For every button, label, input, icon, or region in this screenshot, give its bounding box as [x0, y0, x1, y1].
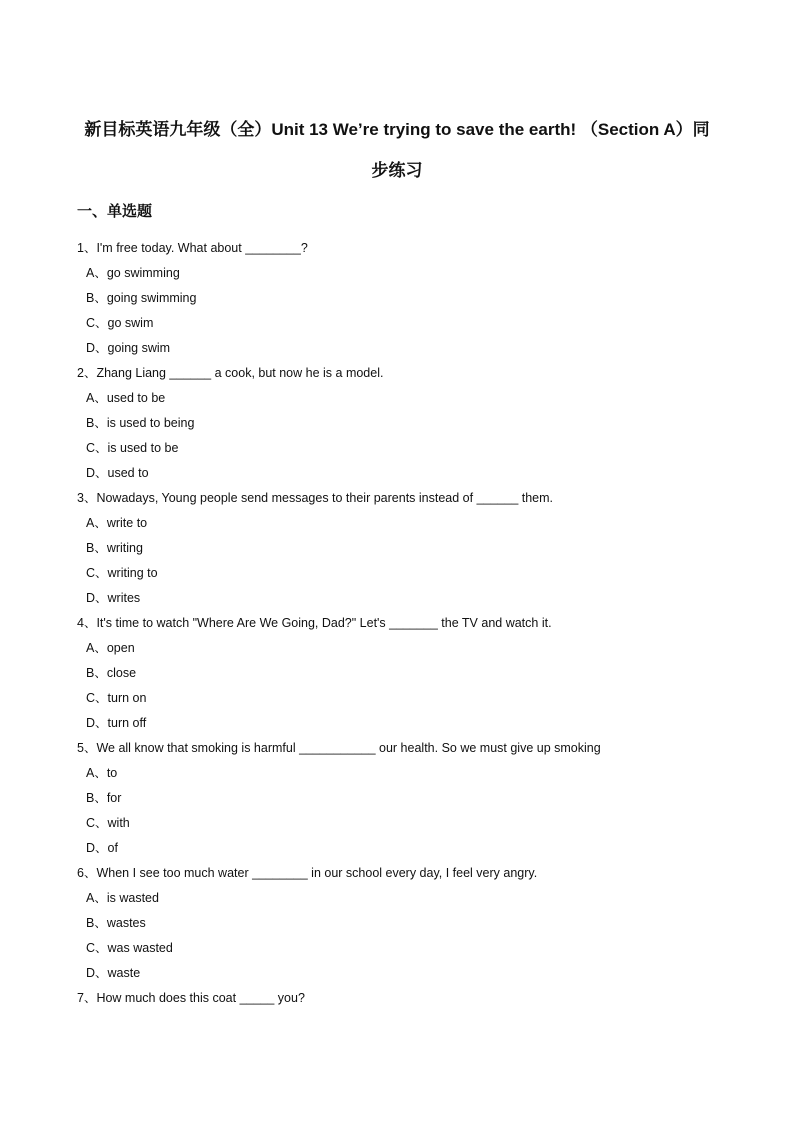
- option-a: A、write to: [86, 516, 148, 530]
- question-1: [77, 236, 737, 361]
- question-7: [77, 986, 737, 1011]
- option-b: B、going swimming: [86, 291, 197, 305]
- document-title-line-1: 新目标英语九年级（全）Unit 13 We’re trying to save the earth! （Section A）同: [84, 120, 710, 139]
- option-c: C、is used to be: [86, 441, 179, 455]
- option-d: D、of: [86, 841, 118, 855]
- option-d: D、writes: [86, 591, 141, 605]
- question-list: [77, 236, 737, 1011]
- question-stem: 7、How much does this coat _____ you?: [77, 991, 305, 1005]
- question-stem: 1、I'm free today. What about ________?: [77, 241, 308, 255]
- question-5: [77, 736, 737, 861]
- option-c: C、with: [86, 816, 130, 830]
- option-b: B、wastes: [86, 916, 146, 930]
- option-b: B、close: [86, 666, 137, 680]
- question-stem: 3、Nowadays, Young people send messages to their parents instead of ______ them.: [77, 491, 554, 505]
- question-4: [77, 611, 737, 736]
- option-d: D、going swim: [86, 341, 171, 355]
- option-c: C、turn on: [86, 691, 147, 705]
- option-b: B、is used to being: [86, 416, 195, 430]
- option-b: B、for: [86, 791, 122, 805]
- question-stem: 2、Zhang Liang ______ a cook, but now he is a model.: [77, 366, 384, 380]
- option-a: A、go swimming: [86, 266, 180, 280]
- option-d: D、used to: [86, 466, 149, 480]
- option-a: A、to: [86, 766, 118, 780]
- option-c: C、writing to: [86, 566, 158, 580]
- question-3: [77, 486, 737, 611]
- question-6: [77, 861, 737, 986]
- option-b: B、writing: [86, 541, 143, 555]
- question-stem: 4、It's time to watch "Where Are We Going, Dad?" Let's _______ the TV and watch it.: [77, 616, 552, 630]
- option-a: A、used to be: [86, 391, 166, 405]
- option-d: D、turn off: [86, 716, 147, 730]
- question-2: [77, 361, 737, 486]
- option-a: A、open: [86, 641, 135, 655]
- option-c: C、go swim: [86, 316, 154, 330]
- document-title-line-2: 步练习: [371, 161, 423, 180]
- option-d: D、waste: [86, 966, 141, 980]
- section-heading: 一、单选题: [77, 203, 153, 220]
- option-a: A、is wasted: [86, 891, 159, 905]
- question-stem: 6、When I see too much water ________ in our school every day, I feel very angry.: [77, 866, 538, 880]
- option-c: C、was wasted: [86, 941, 173, 955]
- question-stem: 5、We all know that smoking is harmful ___________ our health. So we must give up smoking: [77, 741, 601, 755]
